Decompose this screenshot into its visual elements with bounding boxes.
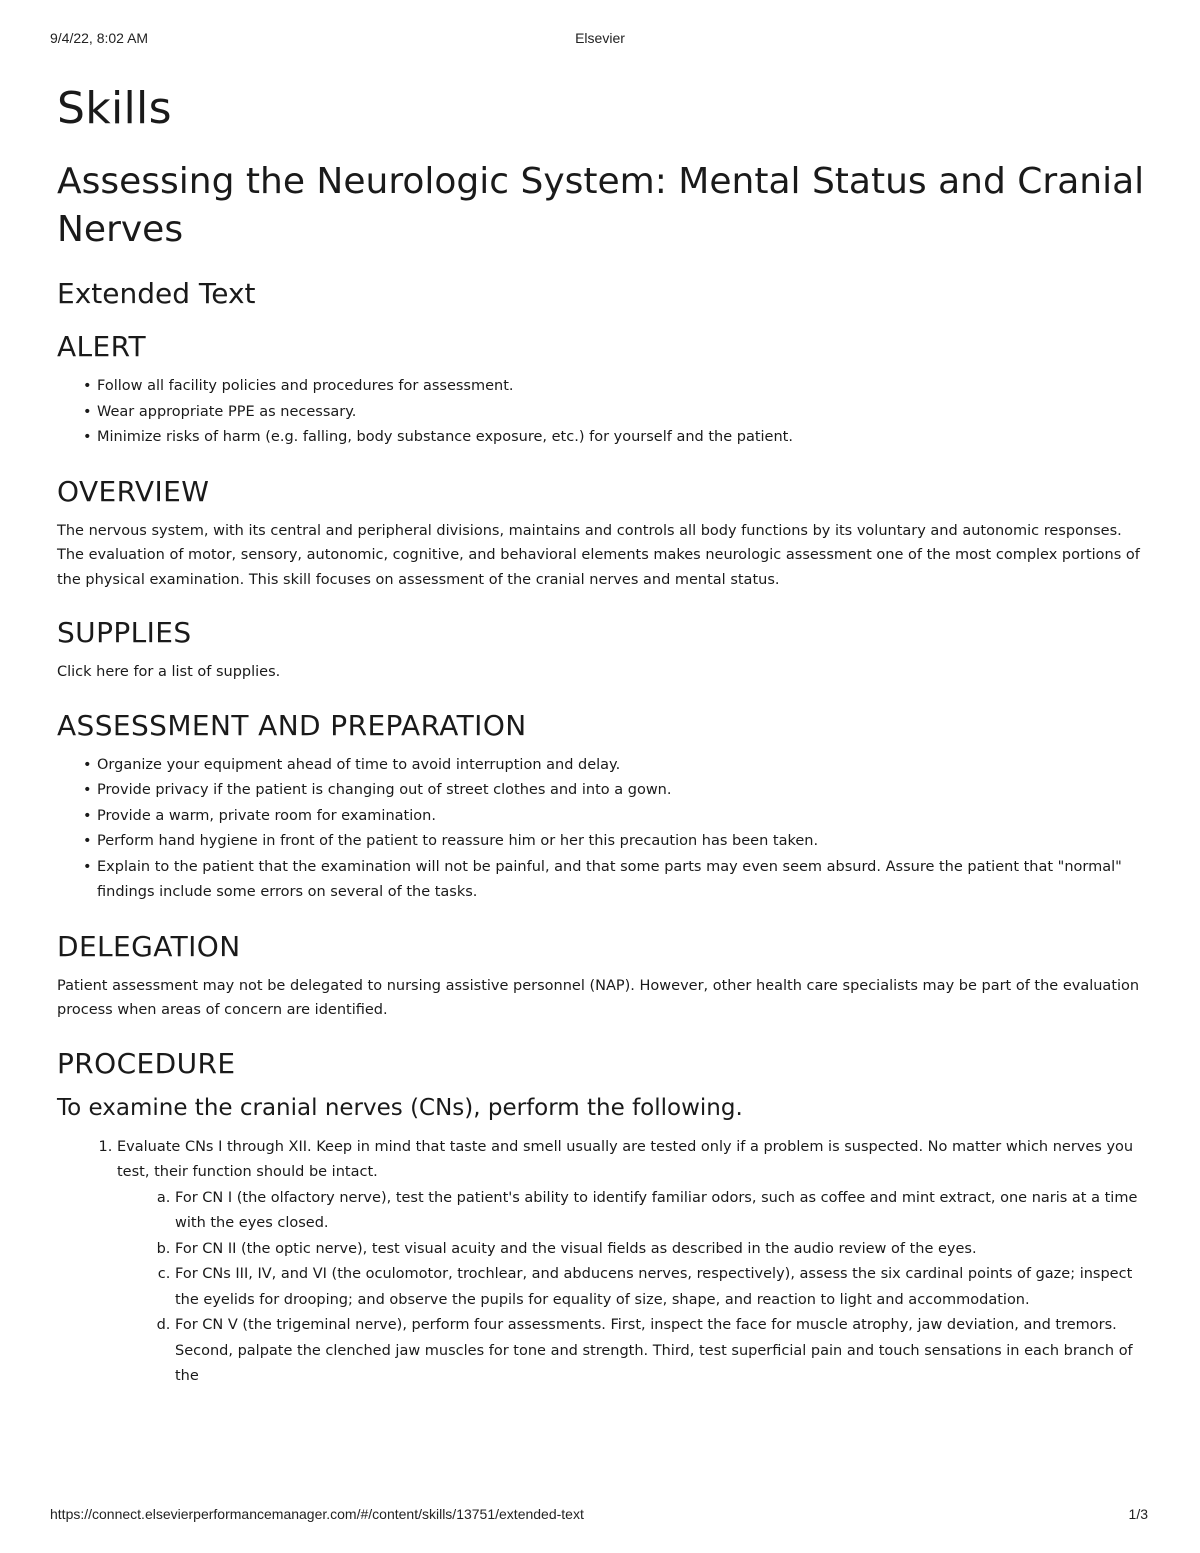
delegation-text: Patient assessment may not be delegated to nursing assistive personnel (NAP). However, other health care specialists may be part of the evaluation process when areas of concern are identified. [57, 977, 1140, 1018]
page-title: Skills [57, 83, 172, 134]
procedure-substep: b. For CN II (the optic nerve), test visual acuity and the visual fields as described in the audio review of the eyes. [175, 1237, 1147, 1263]
list-item: • Perform hand hygiene in front of the patient to reassure him or her this precaution has been taken. [79, 829, 1147, 855]
list-item: • Organize your equipment ahead of time to avoid interruption and delay. [79, 753, 1147, 779]
bullet-icon: • [83, 833, 92, 849]
bullet-icon: • [83, 378, 92, 394]
print-footer [50, 1506, 1148, 1526]
supplies-heading: SUPPLIES [57, 616, 192, 649]
list-item: • Follow all facility policies and procedures for assessment. [79, 374, 1147, 400]
section-kind-heading: Extended Text [57, 277, 256, 310]
procedure-heading: PROCEDURE [57, 1046, 236, 1080]
overview-heading: OVERVIEW [57, 474, 210, 508]
procedure-subheading: To examine the cranial nerves (CNs), perform the following. [57, 1094, 743, 1121]
alert-list [57, 374, 1147, 451]
procedure-substeps [117, 1186, 1147, 1390]
assessment-list [57, 753, 1147, 906]
procedure-substep: c. For CNs III, IV, and VI (the oculomotor, trochlear, and abducens nerves, respectively), assess the six cardinal points of gaze; inspect the eyelids for drooping; and observe the pupils for equality of size, shape, and reaction to light and accommodation. [175, 1262, 1147, 1313]
list-item: • Minimize risks of harm (e.g. falling, body substance exposure, etc.) for yourself and the patient. [79, 425, 1147, 451]
bullet-icon: • [83, 756, 92, 773]
procedure-substep: a. For CN I (the olfactory nerve), test the patient's ability to identify familiar odors, such as coffee and mint extract, one naris at a time with the eyes closed. [175, 1186, 1147, 1237]
list-item: • Provide privacy if the patient is changing out of street clothes and into a gown. [79, 778, 1147, 804]
skill-title: Assessing the Neurologic System: Mental Status and Cranial Nerves [57, 161, 1145, 250]
alert-heading: ALERT [57, 330, 146, 363]
bullet-icon: • [83, 782, 92, 798]
page-number: 1/3 [1128, 1506, 1148, 1522]
print-datetime: 9/4/22, 8:02 AM [50, 30, 149, 46]
list-item: • Wear appropriate PPE as necessary. [79, 400, 1147, 426]
bullet-icon: • [83, 403, 92, 420]
assessment-heading: ASSESSMENT AND PREPARATION [57, 708, 527, 742]
print-header [50, 30, 1150, 50]
supplies-link[interactable]: Click here for a list of supplies. [57, 664, 281, 680]
print-site-name: Elsevier [575, 30, 625, 46]
delegation-heading: DELEGATION [57, 929, 241, 963]
procedure-steps [57, 1135, 1147, 1390]
procedure-step: 1. Evaluate CNs I through XII. Keep in mind that taste and smell usually are tested only if a problem is suspected. No matter which nerves you test, their function should be intact. a. For CN I (the olfactory nerve), test the patient's ability to identify familiar odors, such as coffee and mint extract, one naris at a time with the eyes closed. b. For CN II (the optic nerve), test visual acuity and the visual fields as described in the audio review of the eyes. c. For CNs III, IV, and VI (the oculomotor, trochlear, and abducens nerves, respectively), assess the six cardinal points of gaze; inspect the eyelids for drooping; and observe the pupils for equality of size, shape, and reaction to light and accommodation. d. For CN V (the trigeminal nerve), perform four assessments. First, inspect the face for muscle atrophy, jaw deviation, and tremors. Second, palpate the clenched jaw muscles for tone and strength. Third, test superficial pain and touch sensations in each branch of the [117, 1135, 1147, 1390]
bullet-icon: • [83, 429, 92, 445]
overview-text: The nervous system, with its central and peripheral divisions, maintains and controls all body functions by its voluntary and autonomic responses. The evaluation of motor, sensory, autonomic, cognitive, and behavioral elements makes neurologic assessment one of the most complex portions of the physical examination. This skill focuses on assessment of the cranial nerves and mental status. [57, 522, 1140, 588]
article [57, 80, 1147, 1390]
bullet-icon: • [83, 807, 92, 824]
list-item: • Explain to the patient that the examination will not be painful, and that some parts may even seem absurd. Assure the patient that "normal" findings include some errors on several of the tasks. [79, 855, 1147, 906]
bullet-icon: • [83, 858, 92, 875]
print-url: https://connect.elsevierperformancemanager.com/#/content/skills/13751/extended-text [50, 1506, 584, 1522]
list-item: • Provide a warm, private room for examination. [79, 804, 1147, 830]
procedure-substep: d. For CN V (the trigeminal nerve), perform four assessments. First, inspect the face for muscle atrophy, jaw deviation, and tremors. Second, palpate the clenched jaw muscles for tone and strength. Third, test superficial pain and touch sensations in each branch of the [175, 1313, 1147, 1390]
